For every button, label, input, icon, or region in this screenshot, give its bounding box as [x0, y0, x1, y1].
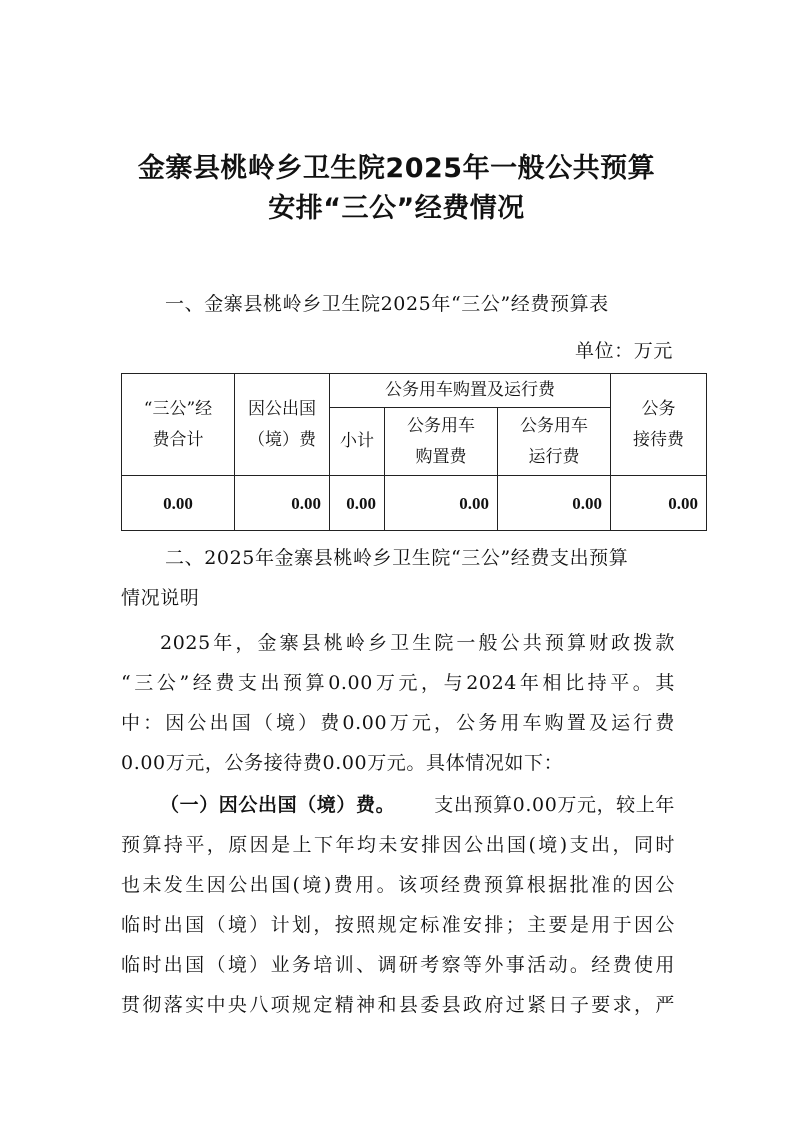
- cell-purchase: 0.00: [385, 476, 498, 531]
- cell-subtotal: 0.00: [330, 476, 385, 531]
- para1-line1: 2025年，金寨县桃岭乡卫生院一般公共预算财政拨款: [160, 632, 675, 654]
- header-vehicle-group: 公务用车购置及运行费: [330, 374, 611, 408]
- para1-line4: 0.00万元，公务接待费0.00万元。具体情况如下：: [121, 752, 564, 774]
- header-abroad: [235, 374, 330, 476]
- section1-heading: 一、金寨县桃岭乡卫生院2025年“三公”经费预算表: [165, 293, 609, 315]
- header-purchase-l2: 购置费: [415, 446, 467, 467]
- cell-total: 0.00: [122, 476, 235, 531]
- cell-abroad: 0.00: [235, 476, 330, 531]
- doc-title-line2: 安排“三公”经费情况: [268, 193, 525, 224]
- doc-title-line1: 金寨县桃岭乡卫生院2025年一般公共预算: [137, 153, 656, 184]
- para2-bold-heading: （一）因公出国（境）费。: [160, 794, 396, 816]
- unit-label: 单位：万元: [574, 340, 673, 362]
- header-operation: [498, 408, 611, 476]
- header-purchase-l1: 公务用车: [407, 415, 475, 436]
- cell-reception: 0.00: [611, 476, 707, 531]
- header-total-l1: “三公”经: [143, 398, 213, 419]
- header-reception-l1: 公务: [641, 398, 676, 419]
- header-subtotal: 小计: [330, 408, 385, 476]
- para2-line2: 预算持平，原因是上下年均未安排因公出国(境)支出，同时: [121, 834, 675, 856]
- para2-first-rest: 支出预算0.00万元，较上年: [434, 794, 675, 816]
- header-abroad-l2: （境）费: [248, 429, 316, 450]
- header-abroad-l1: 因公出国: [248, 398, 316, 419]
- header-operation-l1: 公务用车: [520, 415, 588, 436]
- para2-line1: [160, 790, 675, 817]
- budget-table: [121, 373, 707, 531]
- section2-heading-line1: 二、2025年金寨县桃岭乡卫生院“三公”经费支出预算: [165, 547, 629, 569]
- cell-operation: 0.00: [498, 476, 611, 531]
- para2-line6: 贯彻落实中央八项规定精神和县委县政府过紧日子要求，严: [121, 994, 675, 1016]
- header-total: [122, 374, 235, 476]
- header-reception: [611, 374, 707, 476]
- section2-heading-line2: 情况说明: [121, 587, 200, 609]
- header-purchase: [385, 408, 498, 476]
- para1-line2: “三公”经费支出预算0.00万元，与2024年相比持平。其: [121, 672, 675, 694]
- para2-line5: 临时出国（境）业务培训、调研考察等外事活动。经费使用: [121, 954, 675, 976]
- para2-line3: 也未发生因公出国(境)费用。该项经费预算根据批准的因公: [121, 874, 675, 896]
- header-total-l2: 费合计: [152, 429, 204, 450]
- header-operation-l2: 运行费: [528, 446, 580, 467]
- para2-line4: 临时出国（境）计划，按照规定标准安排；主要是用于因公: [121, 914, 675, 936]
- para1-line3: 中：因公出国（境）费0.00万元，公务用车购置及运行费: [121, 712, 675, 734]
- header-reception-l2: 接待费: [633, 429, 684, 450]
